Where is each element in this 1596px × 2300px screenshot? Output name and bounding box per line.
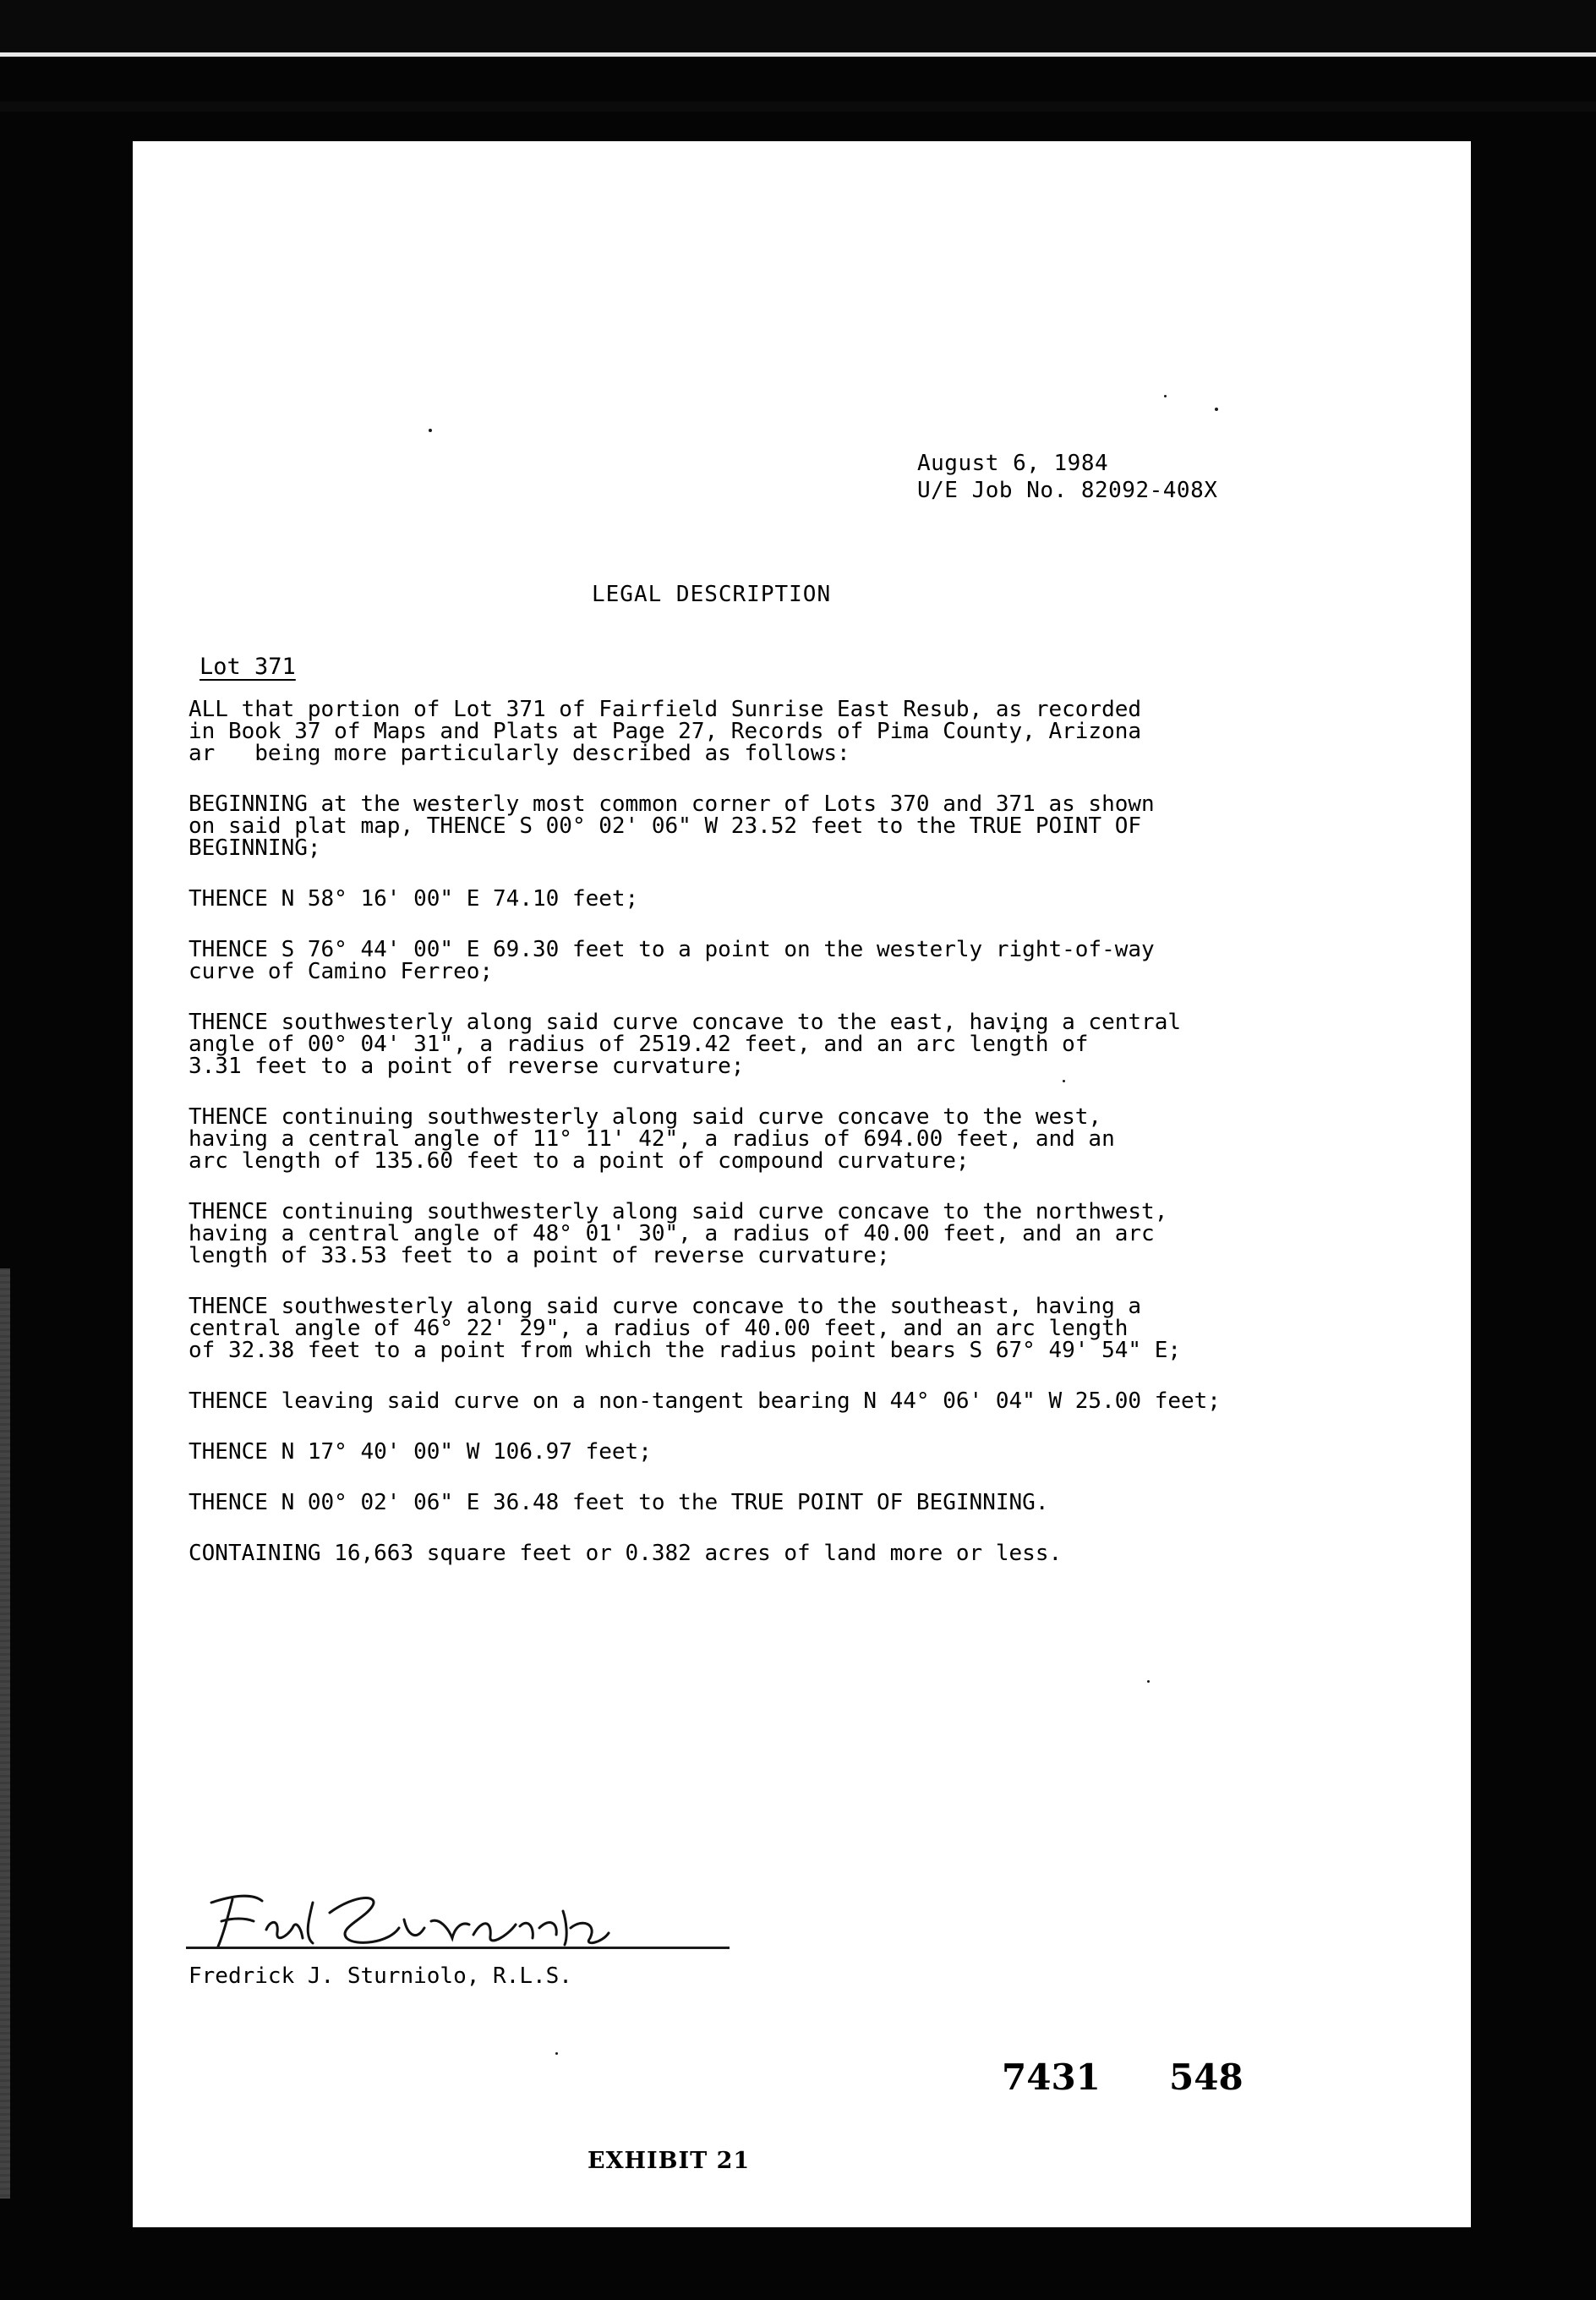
paragraph-course	[189, 1295, 1406, 1361]
text-line: THENCE continuing southwesterly along said curve concave to the northwest,	[189, 1199, 1168, 1224]
scan-speck	[1215, 408, 1218, 411]
exhibit-label: EXHIBIT 21	[588, 2148, 751, 2174]
text-line: THENCE continuing southwesterly along said curve concave to the west,	[189, 1104, 1102, 1130]
page-title: LEGAL DESCRIPTION	[592, 582, 832, 607]
text-line: BEGINNING;	[189, 835, 321, 861]
paragraph-course	[189, 939, 1406, 983]
document-date: August 6, 1984	[917, 451, 1109, 476]
text-line: ar being more particularly described as follows:	[189, 741, 850, 766]
scan-top-curve	[0, 101, 1596, 112]
text-line: THENCE southwesterly along said curve concave to the southeast, having a	[189, 1294, 1142, 1319]
stamp-page-number: 548	[1169, 2056, 1243, 2098]
scan-top-rule	[0, 52, 1596, 57]
text-line: THENCE leaving said curve on a non-tangent bearing N 44° 06' 04" W 25.00 feet;	[189, 1388, 1221, 1414]
date-block	[917, 450, 1217, 504]
paragraph-course	[189, 1201, 1406, 1267]
job-number: U/E Job No. 82092-408X	[917, 478, 1218, 503]
text-line: arc length of 135.60 feet to a point of compound curvature;	[189, 1148, 970, 1174]
text-line: THENCE N 17° 40' 00" W 106.97 feet;	[189, 1439, 652, 1465]
paragraph-portion	[189, 698, 1406, 764]
signature-line	[186, 1947, 730, 1949]
text-line: having a central angle of 11° 11' 42", a radius of 694.00 feet, and an	[189, 1126, 1115, 1152]
text-line: BEGINNING at the westerly most common corner of Lots 370 and 371 as shown	[189, 791, 1155, 817]
text-line: having a central angle of 48° 01' 30", a radius of 40.00 feet, and an arc	[189, 1221, 1155, 1246]
text-line: in Book 37 of Maps and Plats at Page 27, Records of Pima County, Arizona	[189, 719, 1142, 744]
paragraph-course	[189, 1441, 1406, 1463]
paragraph-course	[189, 1492, 1406, 1514]
scan-speck	[555, 2052, 558, 2055]
paragraph-beginning	[189, 793, 1406, 859]
scan-top-band	[0, 0, 1596, 51]
signature	[186, 1869, 744, 1953]
text-line: on said plat map, THENCE S 00° 02' 06" W 23.52 feet to the TRUE POINT OF	[189, 813, 1142, 839]
lot-label: Lot 371	[200, 654, 296, 680]
stamp-book-number: 7431	[1002, 2056, 1101, 2098]
text-line: THENCE S 76° 44' 00" E 69.30 feet to a point on the westerly right-of-way	[189, 937, 1155, 962]
scan-speck	[1164, 395, 1167, 397]
text-line: CONTAINING 16,663 square feet or 0.382 acres of land more or less.	[189, 1541, 1063, 1566]
text-line: length of 33.53 feet to a point of reverse curvature;	[189, 1243, 890, 1268]
legal-description-body	[189, 698, 1406, 1564]
text-line: 3.31 feet to a point of reverse curvature;	[189, 1054, 745, 1079]
scan-edge-noise	[0, 1268, 10, 2199]
text-line: THENCE southwesterly along said curve concave to the east, having a central	[189, 1010, 1181, 1035]
paragraph-course	[189, 1011, 1406, 1077]
text-line: THENCE N 58° 16' 00" E 74.10 feet;	[189, 886, 639, 912]
text-line: angle of 00° 04' 31", a radius of 2519.42 feet, and an arc length of	[189, 1032, 1089, 1057]
paragraph-course	[189, 1106, 1406, 1172]
paragraph-course	[189, 888, 1406, 910]
scan-speck	[1147, 1680, 1150, 1683]
text-line: of 32.38 feet to a point from which the radius point bears S 67° 49' 54" E;	[189, 1338, 1181, 1363]
text-line: THENCE N 00° 02' 06" E 36.48 feet to the TRUE POINT OF BEGINNING.	[189, 1490, 1049, 1515]
signer-name: Fredrick J. Sturniolo, R.L.S.	[189, 1963, 572, 1989]
paragraph-containing	[189, 1542, 1406, 1564]
signature-stroke	[211, 1896, 609, 1947]
scan-speck	[429, 429, 432, 432]
text-line: ALL that portion of Lot 371 of Fairfield Sunrise East Resub, as recorded	[189, 697, 1142, 722]
text-line: curve of Camino Ferreo;	[189, 959, 494, 984]
paragraph-course	[189, 1390, 1406, 1412]
text-line: central angle of 46° 22' 29", a radius of 40.00 feet, and an arc length	[189, 1316, 1129, 1341]
